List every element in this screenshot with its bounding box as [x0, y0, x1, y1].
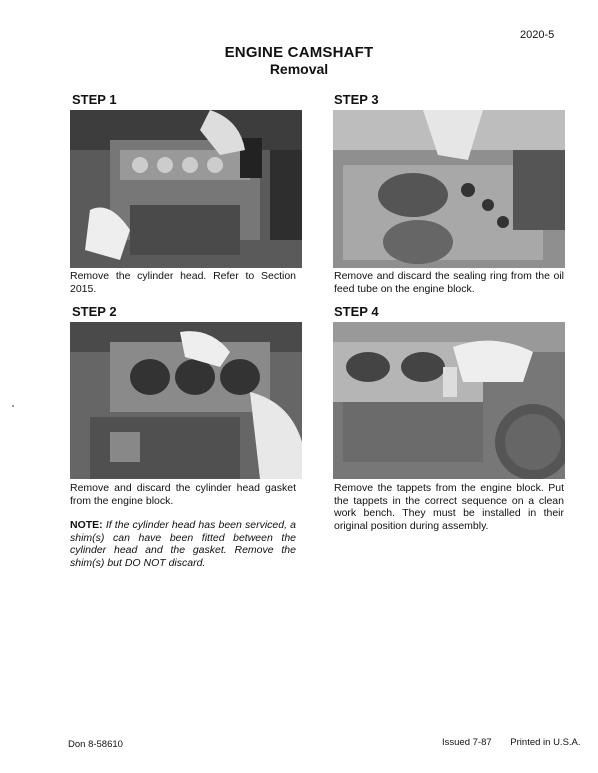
note-text: If the cylinder head has been serviced, a shim(s) can have been fitted between the cylinder head and the gasket. Remove the shim(s) but DO NOT discard. — [70, 519, 296, 569]
page-title: ENGINE CAMSHAFT — [224, 44, 374, 61]
page-subtitle: Removal — [269, 61, 329, 77]
step-2-photo — [70, 322, 302, 479]
page-edge-mark — [12, 405, 14, 407]
step-4-photo — [333, 322, 565, 479]
step-3-photo — [333, 110, 565, 268]
footer-issued: Issued 7-87 — [442, 737, 492, 748]
step-2-caption: Remove and discard the cylinder head gasket from the engine block. — [70, 482, 296, 507]
title-block — [0, 44, 598, 77]
step-4-heading: STEP 4 — [334, 304, 379, 319]
step-1-photo — [70, 110, 302, 268]
note-label: NOTE: — [70, 519, 103, 531]
step-1-caption: Remove the cylinder head. Refer to Section 2015. — [70, 270, 296, 295]
note — [70, 519, 296, 569]
footer-issue-info — [442, 737, 581, 748]
step-1-heading: STEP 1 — [72, 92, 117, 107]
step-2-heading: STEP 2 — [72, 304, 117, 319]
step-3-heading: STEP 3 — [334, 92, 379, 107]
footer-printed: Printed in U.S.A. — [510, 737, 581, 748]
page-number: 2020-5 — [520, 29, 555, 41]
step-3-caption: Remove and discard the sealing ring from the oil feed tube on the engine block. — [334, 270, 564, 295]
footer-doc-number: Don 8-58610 — [68, 739, 123, 750]
step-4-caption: Remove the tappets from the engine block. Put the tappets in the correct sequence on a clean work bench. They must be installed in their original position during assembly. — [334, 482, 564, 532]
